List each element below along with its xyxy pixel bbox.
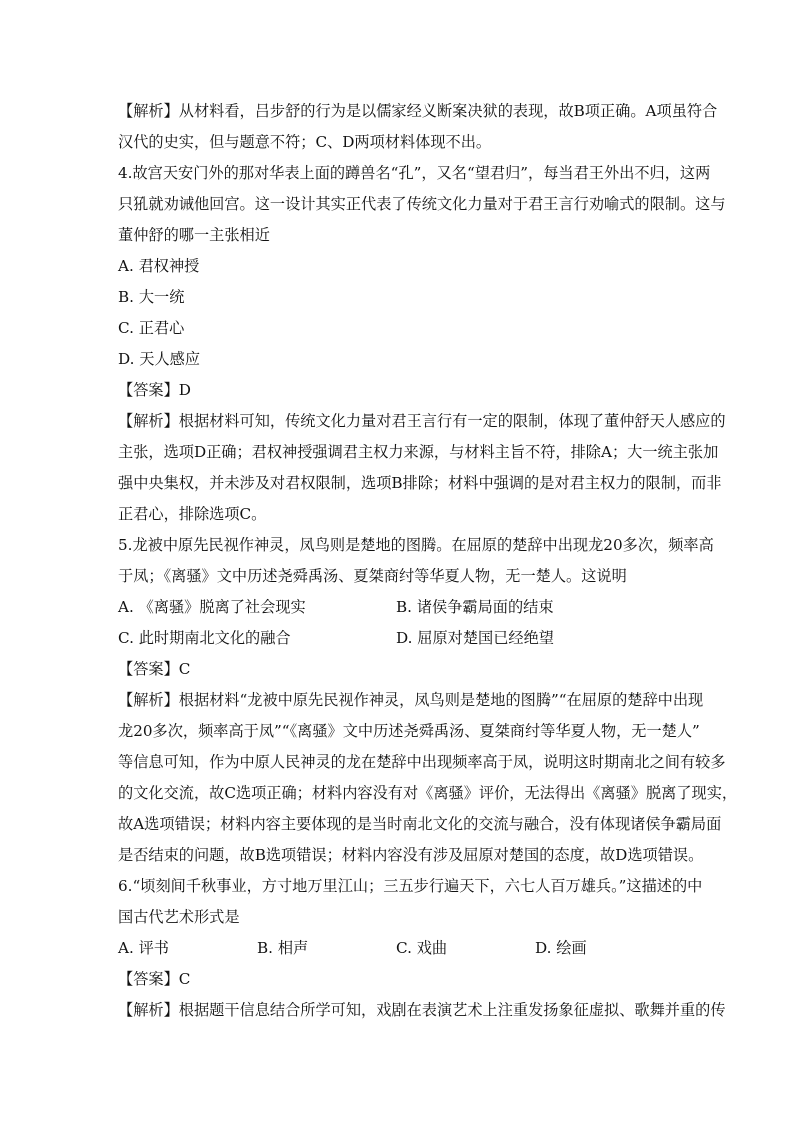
analysis-q4-line-3: 强中央集权，并未涉及对君权限制，选项B排除；材料中强调的是对君主权力的限制，而非 (118, 474, 722, 492)
q4-option-c: C. 正君心 (118, 319, 185, 337)
analysis-q4-line-4: 正君心，排除选项C。 (118, 505, 267, 523)
analysis-q3-line-2: 汉代的史实，但与题意不符；C、D两项材料体现不出。 (118, 133, 492, 151)
question-6-line-1: 6.“顷刻间千秋事业，方寸地万里江山；三五步行遍天下，六七人百万雄兵。”这描述的中 (118, 877, 703, 895)
analysis-q5-line-6: 是否结束的问题，故B选项错误；材料内容没有涉及屈原对楚国的态度，故D选项错误。 (118, 846, 704, 864)
q4-option-b: B. 大一统 (118, 288, 185, 306)
q4-option-d: D. 天人感应 (118, 350, 201, 368)
q5-option-d: D. 屈原对楚国已经绝望 (396, 629, 554, 647)
analysis-q3-line-1: 【解析】从材料看，吕步舒的行为是以儒家经义断案决狱的表现，故B项正确。A项虽符合 (118, 102, 718, 120)
q6-option-d: D. 绘画 (535, 939, 587, 957)
q5-option-b: B. 诸侯争霸局面的结束 (396, 598, 554, 616)
q5-option-a: A. 《离骚》脱离了社会现实 (118, 598, 306, 616)
q6-options-row (118, 933, 674, 964)
analysis-q5-line-4: 的文化交流，故C选项正确；材料内容没有对《离骚》评价，无法得出《离骚》脱离了现实， (118, 784, 738, 802)
q6-option-b: B. 相声 (257, 939, 309, 957)
question-4-line-1: 4.故宫天安门外的那对华表上面的蹲兽名“孔”，又名“望君归”，每当君王外出不归，这两 (118, 164, 711, 182)
analysis-q5-line-2: 龙20多次，频率高于凤”“《离骚》文中历述尧舜禹汤、夏桀商纣等华夏人物，无一楚人” (118, 722, 700, 740)
analysis-q5-line-3: 等信息可知，作为中原人民神灵的龙在楚辞中出现频率高于凤，说明这时期南北之间有较多 (118, 753, 726, 771)
q4-option-a: A. 君权神授 (118, 257, 200, 275)
question-6-line-2: 国古代艺术形式是 (118, 908, 240, 926)
q4-answer: 【答案】D (118, 381, 191, 399)
question-5-line-1: 5.龙被中原先民视作神灵，凤鸟则是楚地的图腾。在屈原的楚辞中出现龙20多次，频率高 (118, 536, 714, 554)
question-5-line-2: 于凤；《离骚》文中历述尧舜禹汤、夏桀商纣等华夏人物，无一楚人。这说明 (118, 567, 627, 585)
q6-option-a: A. 评书 (118, 939, 169, 957)
q5-option-c: C. 此时期南北文化的融合 (118, 629, 291, 647)
analysis-q4-line-2: 主张，选项D正确；君权神授强调君主权力来源，与材料主旨不符，排除A；大一统主张加 (118, 443, 719, 461)
question-4-line-2: 只犼就劝诫他回宫。这一设计其实正代表了传统文化力量对于君王言行劝喻式的限制。这与 (118, 195, 726, 213)
q5-answer: 【答案】C (118, 660, 191, 678)
analysis-q5-line-5: 故A选项错误；材料内容主要体现的是当时南北文化的交流与融合，没有体现诸侯争霸局面 (118, 815, 722, 833)
q5-options-row-1 (118, 592, 674, 623)
q6-answer: 【答案】C (118, 970, 191, 988)
q5-options-row-2 (118, 623, 674, 654)
analysis-q6-line-1: 【解析】根据题干信息结合所学可知，戏剧在表演艺术上注重发扬象征虚拟、歌舞并重的传 (118, 1001, 726, 1019)
q6-option-c: C. 戏曲 (396, 939, 448, 957)
analysis-q5-line-1: 【解析】根据材料“龙被中原先民视作神灵，凤鸟则是楚地的图腾”“在屈原的楚辞中出现 (118, 691, 704, 709)
analysis-q4-line-1: 【解析】根据材料可知，传统文化力量对君王言行有一定的限制，体现了董仲舒天人感应的 (118, 412, 726, 430)
question-4-line-3: 董仲舒的哪一主张相近 (118, 226, 270, 244)
